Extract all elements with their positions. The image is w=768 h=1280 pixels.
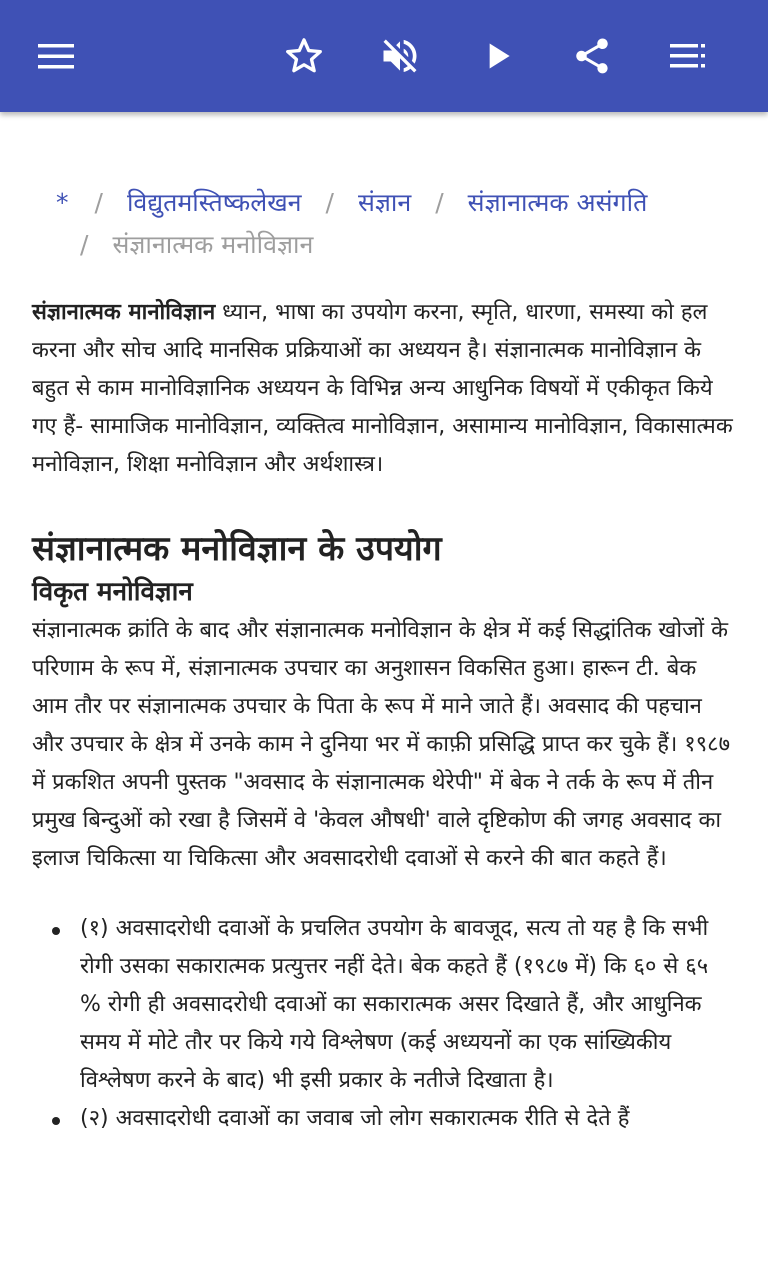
- breadcrumb-separator: /: [325, 188, 334, 217]
- playlist-button[interactable]: [660, 28, 716, 84]
- bullet-icon: [52, 927, 60, 935]
- share-icon: [571, 35, 613, 77]
- bullet-icon: [52, 1117, 60, 1125]
- intro-paragraph: [32, 294, 736, 484]
- mute-button[interactable]: [372, 28, 428, 84]
- breadcrumb-separator: /: [80, 230, 89, 259]
- breadcrumb-separator: /: [94, 188, 103, 217]
- playlist-icon: [667, 35, 709, 77]
- breadcrumb-link-eeg[interactable]: विद्युतमस्तिष्कलेखन: [126, 188, 302, 217]
- app-toolbar: [0, 0, 768, 112]
- intro-text: ध्यान, भाषा का उपयोग करना, स्मृति, धारणा, समस्या को हल करना और सोच आदि मानसिक प्रक्रियाओं का अध्ययन है। संज्ञानात्मक मानोविज्ञान के बहुत से काम मानोविज्ञानिक अध्ययन के विभिन्न अन्य आधुनिक विषयों में एकीकृत किये गए हैं- सामाजिक मानोविज्ञान, व्यक्तित्व मानोविज्ञान, असामान्य मानोविज्ञान, विकासात्मक मनोविज्ञान, शिक्षा मनोविज्ञान और अर्थशास्त्र।: [32, 300, 733, 477]
- body-paragraph: संज्ञानात्मक क्रांति के बाद और संज्ञानात्मक मनोविज्ञान के क्षेत्र में कई सिद्धांतिक खोजों के परिणाम के रूप में, संज्ञानात्मक उपचार का अनुशासन विकसित हुआ। हारून टी. बेक आम तौर पर संज्ञानात्मक उपचार के पिता के रूप में माने जाते हैं। अवसाद की पहचान और उपचार के क्षेत्र में उनके काम ने दुनिया भर में काफ़ी प्रसिद्धि प्राप्त कर चुके हैं। १९८७ में प्रकशित अपनी पुस्तक "अवसाद के संज्ञानात्मक थेरेपी" में बेक ने तर्क के रूप में तीन प्रमुख बिन्दुओं को रखा है जिसमें वे 'केवल औषधी' वाले दृष्टिकोण की जगह अवसाद का इलाज चिकित्सा या चिकित्सा और अवसादरोधी दवाओं से करने की बात कहते हैं।: [32, 618, 731, 871]
- bookmark-button[interactable]: [276, 28, 332, 84]
- hamburger-menu-icon: [36, 36, 76, 76]
- list-item: [80, 910, 736, 1100]
- section-heading: संज्ञानात्मक मनोविज्ञान के उपयोग: [32, 529, 442, 569]
- article-body: [32, 294, 736, 1138]
- share-button[interactable]: [564, 28, 620, 84]
- breadcrumb-home-link[interactable]: *: [56, 188, 69, 217]
- list-item: [80, 1100, 736, 1138]
- subsection-heading: विकृत मनोविज्ञान: [32, 577, 193, 607]
- breadcrumb-separator: /: [435, 188, 444, 217]
- volume-off-icon: [378, 34, 422, 78]
- breadcrumb-link-cognition[interactable]: संज्ञान: [357, 188, 412, 217]
- breadcrumb-current: संज्ञानात्मक मनोविज्ञान: [112, 230, 314, 259]
- menu-button[interactable]: [28, 28, 84, 84]
- article-content[interactable]: [0, 112, 768, 1280]
- star-outline-icon: [283, 35, 325, 77]
- points-list: [32, 910, 736, 1138]
- breadcrumb-link-dissonance[interactable]: संज्ञानात्मक असंगति: [467, 188, 648, 217]
- list-item-text: (२) अवसादरोधी दवाओं का जवाब जो लोग सकारात्मक रीति से देते हैं: [80, 1106, 630, 1131]
- play-icon: [478, 36, 518, 76]
- intro-term: संज्ञानात्मक मानोविज्ञान: [32, 300, 216, 325]
- list-item-text: (१) अवसादरोधी दवाओं के प्रचलित उपयोग के बावजूद, सत्य तो यह है कि सभी रोगी उसका सकारात्मक प्रत्युत्तर नहीं देते। बेक कहते हैं (१९८७ में) कि ६० से ६५ % रोगी ही अवसादरोधी दवाओं का सकारात्मक असर दिखाते हैं, और आधुनिक समय में मोटे तौर पर किये गये विश्लेषण (कई अध्ययनों का एक सांख्यिकीय विश्लेषण करने के बाद) भी इसी प्रकार के नतीजे दिखाता है।: [80, 916, 709, 1093]
- play-button[interactable]: [470, 28, 526, 84]
